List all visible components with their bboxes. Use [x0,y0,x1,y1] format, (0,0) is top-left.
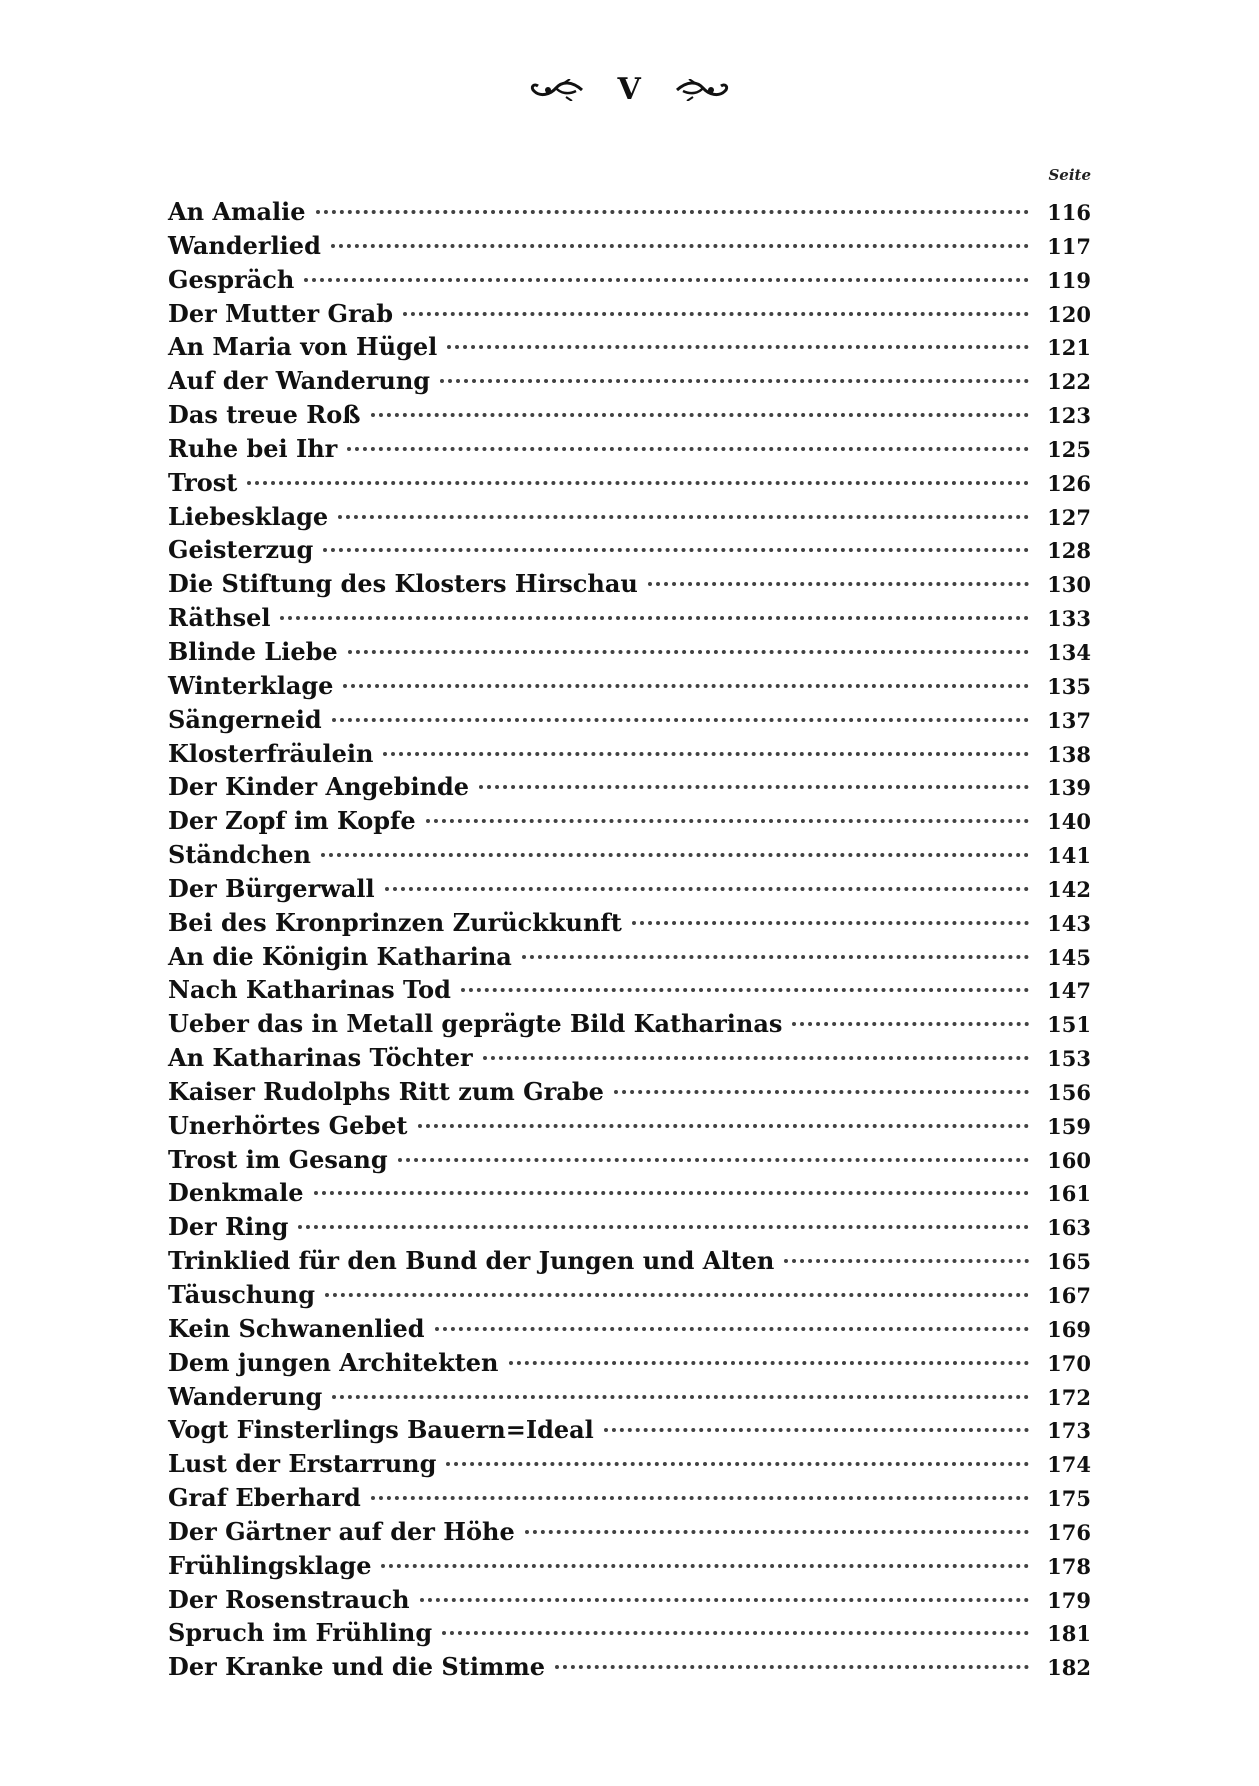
toc-entry [168,1043,1091,1077]
dot-leader [343,684,1029,688]
toc-entry-title: Dem jungen Architekten [168,1347,499,1377]
page-header [0,68,1259,109]
toc-entry-page-number: 163 [1047,1215,1091,1241]
toc-entry-page-number: 140 [1047,809,1091,835]
dot-leader [632,921,1029,925]
toc-entry-page-number: 143 [1047,910,1091,936]
toc-entry-page-number: 172 [1047,1384,1091,1410]
toc-entry [168,1348,1091,1382]
dot-leader [604,1428,1029,1432]
dot-leader [383,752,1029,756]
toc-entry [168,637,1091,671]
toc-entry-title: Frühlingsklage [168,1550,372,1580]
dot-leader [479,785,1029,789]
toc-entry-page-number: 175 [1047,1486,1091,1512]
toc-entry-title: Denkmale [168,1178,304,1208]
toc-entry-page-number: 169 [1047,1316,1091,1342]
toc-entry-title: Täuschung [168,1280,315,1309]
dot-leader [784,1259,1029,1263]
toc-entry-page-number: 156 [1047,1079,1091,1105]
toc-entry [168,840,1091,874]
dot-leader [347,447,1029,451]
toc-entry-page-number: 161 [1047,1181,1091,1207]
toc-entry [168,1652,1091,1686]
toc-entry [168,1382,1091,1416]
toc-entry-page-number: 137 [1047,707,1091,733]
toc-entry-page-number: 125 [1047,436,1091,462]
dot-leader [371,1496,1029,1500]
toc-entry-title: Der Mutter Grab [168,298,394,328]
toc-entry-title: Lust der Erstarrung [168,1449,437,1479]
toc-entry-title: Vogt Finsterlings Bauern=Ideal [168,1415,594,1445]
toc-entry [168,231,1091,265]
toc-entry [168,1178,1091,1212]
toc-entry [168,772,1091,806]
toc-entry-title: Wanderung [168,1381,323,1411]
toc-entry [168,366,1091,400]
toc-entry-page-number: 135 [1047,673,1091,699]
toc-entry-title: Liebesklage [168,501,329,531]
toc-entry-page-number: 142 [1047,876,1091,902]
toc-entry [168,400,1091,434]
dot-leader [435,1327,1029,1331]
left-ornament-icon [528,71,584,109]
toc-entry-page-number: 179 [1047,1587,1091,1613]
dot-leader [525,1530,1029,1534]
toc-entry [168,1077,1091,1111]
toc-entry [168,1111,1091,1145]
toc-entry [168,671,1091,705]
toc-entry-page-number: 176 [1047,1519,1091,1545]
toc-entry-title: Gespräch [168,264,295,294]
toc-entry [168,1483,1091,1517]
toc-entry-page-number: 120 [1047,301,1091,327]
dot-leader [371,413,1030,417]
dot-leader [509,1361,1029,1365]
toc-entry [168,806,1091,840]
toc-entry-title: Unerhörtes Gebet [168,1110,408,1140]
toc-entry [168,908,1091,942]
toc-entry-page-number: 145 [1047,944,1091,970]
toc-entry [168,299,1091,333]
toc-entry-page-number: 139 [1047,775,1091,801]
toc-entry-page-number: 151 [1047,1012,1091,1038]
toc-entry [168,1585,1091,1619]
toc-entry-title: An Amalie [168,197,306,226]
toc-entry [168,874,1091,908]
toc-entry-page-number: 141 [1047,843,1091,869]
toc-entry [168,1009,1091,1043]
dot-leader [648,582,1029,586]
toc-entry-title: Der Bürgerwall [168,873,375,903]
toc-entry [168,1314,1091,1348]
toc-entry-page-number: 138 [1047,741,1091,767]
dot-leader [446,1462,1029,1466]
toc-entry-page-number: 130 [1047,572,1091,598]
toc-entry-page-number: 159 [1047,1113,1091,1139]
dot-leader [447,345,1029,349]
dot-leader [247,481,1029,485]
toc-entry-page-number: 134 [1047,639,1091,665]
dot-leader [483,1056,1029,1060]
toc-entry-title: Der Kinder Angebinde [168,772,470,802]
toc-entry [168,975,1091,1009]
toc-entry [168,502,1091,536]
toc-entry-page-number: 173 [1047,1418,1091,1444]
toc-entry [168,603,1091,637]
toc-entry-title: Trinklied für den Bund der Jungen und Alten [168,1246,775,1276]
toc-entry [168,1449,1091,1483]
dot-leader [304,278,1029,282]
toc-entry-title: An die Königin Katharina [168,941,512,971]
toc-entry-page-number: 126 [1047,470,1091,496]
dot-leader [420,1598,1029,1602]
dot-leader [522,955,1029,959]
toc-entry [168,569,1091,603]
toc-entry-title: Das treue Roß [168,400,361,430]
toc-entry [168,434,1091,468]
toc-entry [168,1517,1091,1551]
toc-entry-page-number: 174 [1047,1452,1091,1478]
dot-leader [385,887,1029,891]
right-ornament-icon [675,71,731,109]
toc-entry-title: Geisterzug [168,535,314,565]
dot-leader [398,1158,1029,1162]
toc-entry [168,332,1091,366]
toc-entry-title: Räthsel [168,603,271,633]
toc-entry-title: Nach Katharinas Tod [168,975,451,1005]
toc-entry [168,265,1091,299]
toc-entry-title: Der Ring [168,1212,289,1242]
dot-leader [338,515,1029,519]
toc-entry-page-number: 160 [1047,1147,1091,1173]
dot-leader [298,1225,1029,1229]
dot-leader [314,1191,1030,1195]
dot-leader [418,1124,1029,1128]
toc-entry [168,1246,1091,1280]
toc-entry [168,1145,1091,1179]
toc-entry-title: An Maria von Hügel [168,332,438,362]
toc-entry-title: Die Stiftung des Klosters Hirschau [168,569,638,599]
toc-entry [168,1212,1091,1246]
toc-entry-page-number: 117 [1047,233,1091,259]
toc-entry-title: Blinde Liebe [168,636,338,666]
toc-entry [168,1280,1091,1314]
toc-entry-page-number: 123 [1047,403,1091,429]
toc-entry-page-number: 153 [1047,1046,1091,1072]
toc-entry-title: Der Zopf im Kopfe [168,806,416,836]
dot-leader [442,1631,1029,1635]
toc-entry-page-number: 121 [1047,335,1091,361]
dot-leader [332,1395,1029,1399]
page-numeral: V [617,72,642,107]
toc-entry-page-number: 128 [1047,538,1091,564]
toc-entry-page-number: 116 [1047,200,1091,225]
toc-entry-page-number: 122 [1047,369,1091,395]
dot-leader [461,988,1029,992]
dot-leader [426,819,1029,823]
dot-leader [792,1022,1029,1026]
dot-leader [280,616,1029,620]
dot-leader [440,379,1029,383]
dot-leader [331,244,1029,248]
toc-entry-page-number: 147 [1047,978,1091,1004]
toc-entry [168,942,1091,976]
toc-entry-title: Der Gärtner auf der Höhe [168,1516,515,1546]
dot-leader [614,1090,1029,1094]
table-of-contents [168,197,1091,1686]
toc-entry-title: Der Rosenstrauch [168,1584,410,1614]
toc-entry-title: Ruhe bei Ihr [168,433,338,463]
toc-entry-title: Der Kranke und die Stimme [168,1652,545,1682]
dot-leader [325,1293,1029,1297]
toc-entry-title: Spruch im Frühling [168,1618,433,1648]
toc-entry-page-number: 178 [1047,1553,1091,1579]
dot-leader [403,312,1029,316]
toc-entry-title: Ueber das in Metall geprägte Bild Katharinas [168,1009,783,1039]
toc-entry [168,1415,1091,1449]
dot-leader [316,210,1030,214]
toc-entry-title: Graf Eberhard [168,1483,361,1513]
toc-entry [168,197,1091,231]
toc-entry-title: Wanderlied [168,230,321,260]
toc-entry-page-number: 127 [1047,504,1091,530]
dot-leader [348,650,1029,654]
toc-entry-title: Winterklage [168,670,334,700]
toc-entry-title: Trost im Gesang [168,1144,388,1174]
toc-entry [168,468,1091,502]
toc-entry [168,739,1091,773]
toc-entry-title: Bei des Kronprinzen Zurückkunft [168,907,622,937]
dot-leader [323,548,1029,552]
toc-entry-title: Kaiser Rudolphs Ritt zum Grabe [168,1076,604,1106]
dot-leader [381,1564,1029,1568]
toc-entry [168,705,1091,739]
toc-entry-title: Klosterfräulein [168,738,374,768]
page-column-label: Seite [1048,166,1091,184]
toc-entry-title: Sängerneid [168,704,322,734]
toc-entry-title: Trost [168,467,238,497]
dot-leader [555,1665,1029,1669]
toc-entry-page-number: 170 [1047,1350,1091,1376]
toc-entry [168,1551,1091,1585]
dot-leader [321,853,1029,857]
toc-entry-page-number: 167 [1047,1283,1091,1308]
toc-entry [168,1618,1091,1652]
toc-entry-title: Kein Schwanenlied [168,1313,425,1343]
toc-entry-title: An Katharinas Töchter [168,1043,473,1073]
toc-entry-title: Auf der Wanderung [168,366,431,396]
toc-entry-page-number: 133 [1047,606,1091,632]
dot-leader [332,718,1029,722]
toc-entry-page-number: 119 [1047,267,1091,293]
toc-entry [168,535,1091,569]
toc-entry-page-number: 181 [1047,1621,1091,1647]
toc-entry-page-number: 182 [1047,1655,1091,1681]
toc-entry-page-number: 165 [1047,1249,1091,1275]
toc-entry-title: Ständchen [168,840,311,870]
